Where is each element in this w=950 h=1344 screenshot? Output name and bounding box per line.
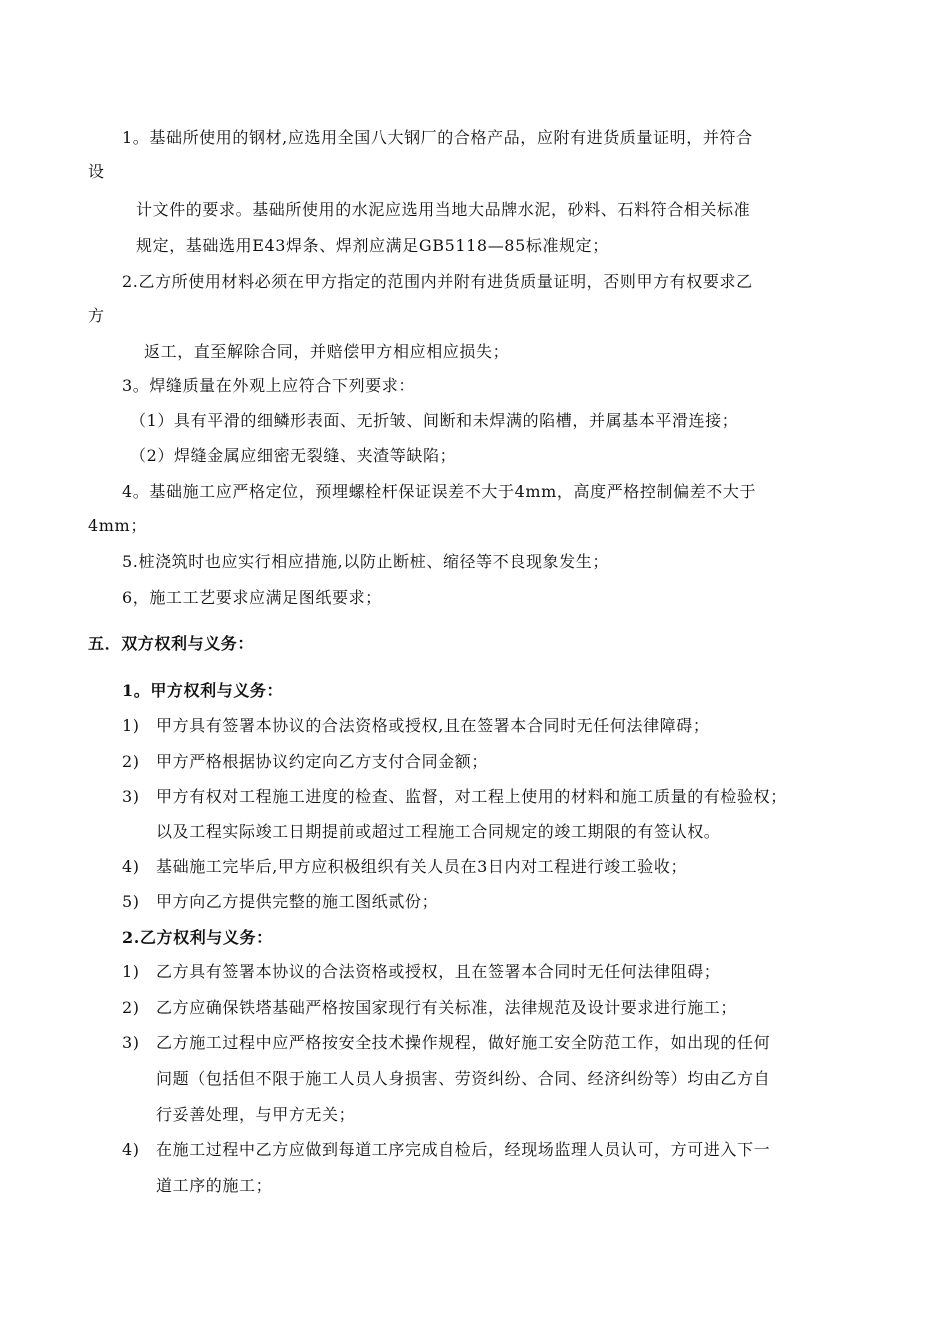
partyB-title: 2.乙方权利与义务： <box>122 928 273 947</box>
partyA-item4-num: 4) <box>122 857 140 876</box>
item1-line2: 设 <box>88 162 105 181</box>
partyB-item2-num: 2) <box>122 998 140 1017</box>
partyB-item3-num: 3) <box>122 1033 140 1052</box>
partyA-item3-text: 甲方有权对工程施工进度的检查、监督，对工程上使用的材料和施工质量的有检验权； <box>156 787 787 806</box>
item2-line2: 方 <box>88 306 105 325</box>
partyB-item3-cont2: 行妥善处理，与甲方无关； <box>156 1105 356 1124</box>
item2-line3: 返工，直至解除合同，并赔偿甲方相应相应损失； <box>144 342 510 361</box>
partyB-item3-cont1: 问题（包括但不限于施工人员人身损害、劳资纠纷、合同、经济纠纷等）均由乙方自 <box>156 1069 771 1088</box>
partyA-item4-text: 基础施工完毕后,甲方应积极组织有关人员在3日内对工程进行竣工验收； <box>156 857 688 876</box>
partyB-item4-num: 4) <box>122 1140 140 1159</box>
partyB-item1-text: 乙方具有签署本协议的合法资格或授权，且在签署本合同时无任何法律阻碍； <box>156 962 721 981</box>
partyB-item4-text: 在施工过程中乙方应做到每道工序完成自检后，经现场监理人员认可，方可进入下一 <box>156 1140 771 1159</box>
partyB-item3-text: 乙方施工过程中应严格按安全技术操作规程，做好施工安全防范工作，如出现的任何 <box>156 1033 771 1052</box>
item1-line3: 计文件的要求。基础所使用的水泥应选用当地大品牌水泥，砂料、石料符合相关标准 <box>136 200 751 219</box>
partyB-item2-text: 乙方应确保铁塔基础严格按国家现行有关标准，法律规范及设计要求进行施工； <box>156 998 738 1017</box>
item5-line1: 5.桩浇筑时也应实行相应措施,以防止断桩、缩径等不良现象发生； <box>122 552 609 571</box>
item4-line1: 4。基础施工应严格定位，预埋螺栓杆保证误差不大于4mm，高度严格控制偏差不大于 <box>122 482 757 501</box>
item6-line1: 6，施工工艺要求应满足图纸要求； <box>122 588 382 607</box>
item3-sub1: （1）具有平滑的细鳞形表面、无折皱、间断和未焊满的陷槽，并属基本平滑连接； <box>130 411 739 430</box>
partyA-item2-text: 甲方严格根据协议约定向乙方支付合同金额； <box>156 752 489 771</box>
item3-line1: 3。焊缝质量在外观上应符合下列要求： <box>122 376 415 395</box>
item2-line1: 2.乙方所使用材料必须在甲方指定的范围内并附有进货质量证明，否则甲方有权要求乙 <box>122 272 753 291</box>
partyB-item4-cont: 道工序的施工； <box>156 1176 273 1195</box>
partyB-item1-num: 1) <box>122 962 140 981</box>
partyA-item5-num: 5) <box>122 892 140 911</box>
item4-line2: 4mm； <box>88 516 147 535</box>
item1-line4: 规定，基础选用E43焊条、焊剂应满足GB5118—85标准规定； <box>136 236 609 255</box>
item3-sub2: （2）焊缝金属应细密无裂缝、夹渣等缺陷； <box>130 446 457 465</box>
partyA-title: 1。甲方权利与义务： <box>122 681 284 700</box>
partyA-item5-text: 甲方向乙方提供完整的施工图纸贰份； <box>156 892 439 911</box>
partyA-item3-num: 3) <box>122 787 140 806</box>
partyA-item1-num: 1) <box>122 716 140 735</box>
partyA-item3-cont: 以及工程实际竣工日期提前或超过工程施工合同规定的竣工期限的有签认权。 <box>156 822 721 841</box>
partyA-item1-text: 甲方具有签署本协议的合法资格或授权,且在签署本合同时无任何法律障碍； <box>156 716 710 735</box>
partyA-item2-num: 2) <box>122 752 140 771</box>
section5-title: 五．双方权利与义务： <box>88 634 255 653</box>
item1-line1: 1。基础所使用的钢材,应选用全国八大钢厂的合格产品，应附有进货质量证明，并符合 <box>122 128 753 147</box>
